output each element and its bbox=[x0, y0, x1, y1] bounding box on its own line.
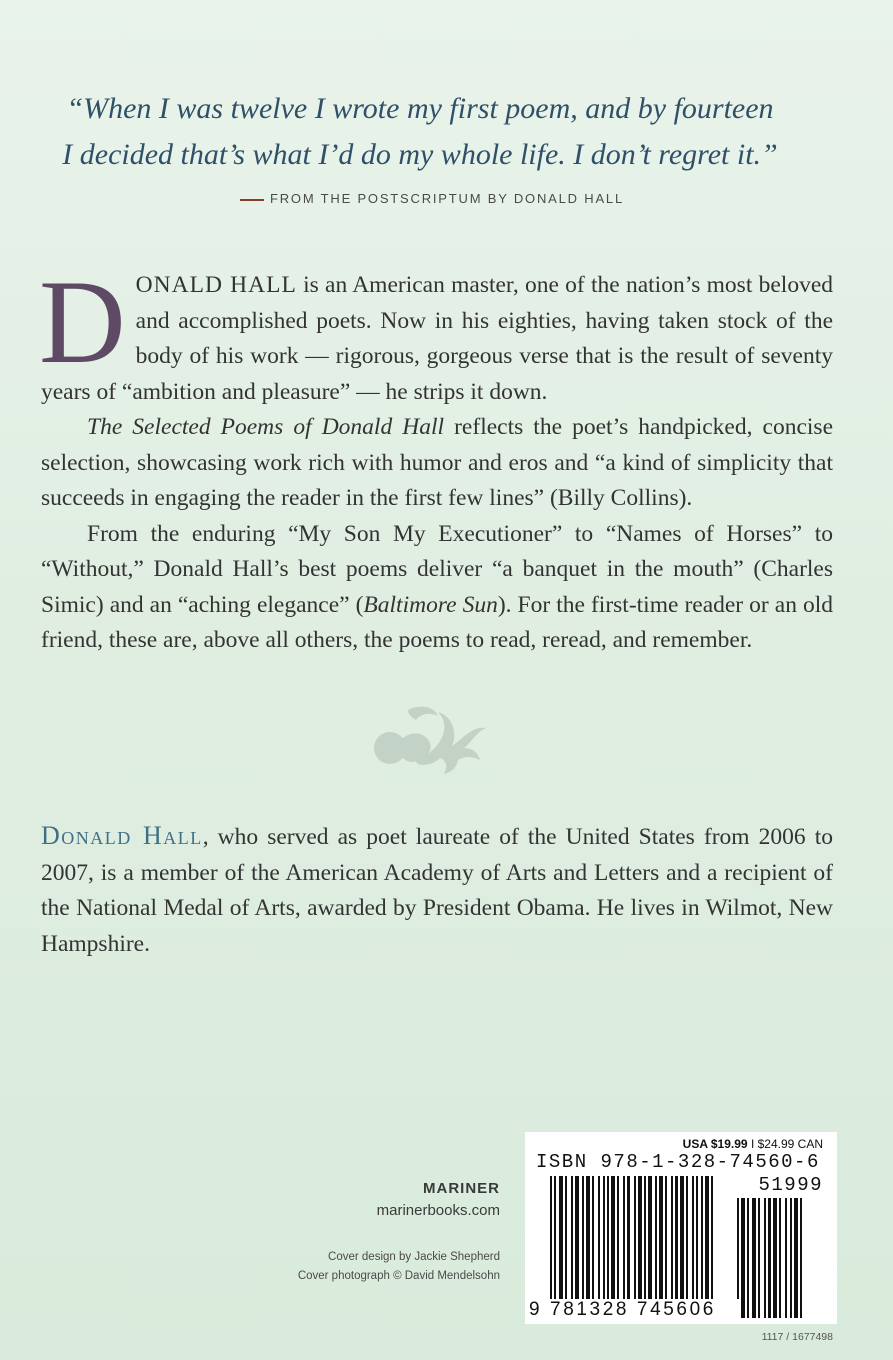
barcode-bar bbox=[550, 1176, 552, 1318]
barcode-bar bbox=[705, 1176, 709, 1318]
print-code: 1117 / 1677498 bbox=[761, 1331, 833, 1343]
book-description bbox=[39, 255, 834, 659]
author-bio-name: Donald Hall bbox=[41, 821, 203, 850]
quote-line-2: I decided that’s what I’d do my whole life. I don’t regret it.” bbox=[62, 138, 778, 171]
isbn-label: ISBN 978-1-328-74560-6 bbox=[536, 1151, 820, 1173]
price-can: $24.99 CAN bbox=[757, 1137, 823, 1151]
barcode-bar bbox=[752, 1198, 756, 1318]
barcode-bar bbox=[773, 1198, 777, 1318]
barcode-bar bbox=[575, 1176, 579, 1318]
description-paragraph-3 bbox=[41, 517, 833, 659]
publisher-imprint: MARINER bbox=[423, 1180, 500, 1197]
barcode-bar bbox=[582, 1176, 584, 1318]
barcode-bar bbox=[779, 1198, 781, 1318]
barcode-box bbox=[525, 1132, 837, 1324]
barcode-bar bbox=[764, 1198, 766, 1318]
barcode-bar bbox=[634, 1176, 636, 1318]
attribution-dash bbox=[240, 199, 264, 201]
description-p3-text-b: ). For the first-time reader or an old friend, these are, above all others, the poems to read, reread, and remember. bbox=[41, 591, 834, 653]
leaf-ornament-icon bbox=[368, 702, 490, 776]
epigraph-quote bbox=[60, 86, 780, 178]
barcode-bar bbox=[701, 1176, 703, 1318]
publisher-block bbox=[377, 1180, 500, 1219]
quote-line-1: “When I was twelve I wrote my first poem, and by fourteen bbox=[66, 92, 774, 125]
description-p1-text: is an American master, one of the nation’s most beloved and accomplished poets. Now in his eighties, having taken stock of the body of his work — rigorous, gorgeous verse that is the result of seventy years of “ambition and pleasure” — he strips it down. bbox=[41, 272, 834, 405]
barcode-bar bbox=[554, 1176, 556, 1318]
barcode-bar bbox=[790, 1198, 792, 1318]
barcode-bar bbox=[607, 1176, 609, 1318]
barcode-bar bbox=[627, 1176, 630, 1318]
barcode-bar bbox=[559, 1176, 563, 1318]
book-title: The Selected Poems of Donald Hall bbox=[87, 414, 445, 440]
barcode-bar bbox=[794, 1198, 798, 1318]
price-usa: USA $19.99 bbox=[682, 1137, 748, 1151]
barcode-bar bbox=[785, 1198, 787, 1318]
price-line bbox=[683, 1137, 823, 1151]
barcode-bar bbox=[692, 1176, 694, 1318]
barcode-bar bbox=[623, 1176, 625, 1318]
drop-cap: D bbox=[39, 255, 126, 388]
description-p2-text: reflects the poet’s handpicked, concise selection, showcasing work rich with humor and eros and “a kind of simplicity that succeeds in engaging the reader in the first few lines” (Billy Collins). bbox=[41, 414, 833, 511]
barcode-bar bbox=[638, 1176, 642, 1318]
publisher-url: marinerbooks.com bbox=[376, 1202, 500, 1219]
barcode-bar bbox=[586, 1176, 590, 1318]
barcode-bar bbox=[675, 1176, 678, 1318]
barcode-bar bbox=[686, 1176, 688, 1318]
cover-design-credit: Cover design by Jackie Shepherd bbox=[328, 1251, 500, 1263]
barcode-bar bbox=[655, 1176, 657, 1318]
author-name-lead: ONALD HALL bbox=[135, 272, 297, 298]
barcode-bar bbox=[800, 1198, 802, 1318]
barcode-bar bbox=[659, 1176, 663, 1318]
barcode-bar bbox=[571, 1176, 573, 1318]
barcode-bar bbox=[603, 1176, 605, 1318]
barcode-bar bbox=[711, 1176, 713, 1318]
description-paragraph-2 bbox=[41, 410, 833, 517]
barcode-bar bbox=[747, 1198, 749, 1318]
description-p3-text-a: From the enduring “My Son My Executioner” to “Names of Horses” to “Without,” Donald Hall’s best poems deliver “a banquet in the mouth” (Charles Simic) and an “aching elegance” ( bbox=[41, 520, 833, 618]
barcode-bar bbox=[758, 1198, 760, 1318]
barcode-bar bbox=[671, 1176, 673, 1318]
quote-attribution bbox=[240, 191, 660, 206]
quote-source: Baltimore Sun bbox=[363, 591, 498, 618]
barcode-bar bbox=[680, 1176, 684, 1318]
barcode-bar bbox=[611, 1176, 615, 1318]
cover-credits bbox=[298, 1248, 500, 1286]
description-paragraph-1 bbox=[39, 255, 834, 410]
barcode-bar bbox=[617, 1176, 619, 1318]
barcode-bar bbox=[592, 1176, 594, 1318]
barcode-bar bbox=[598, 1176, 600, 1318]
cover-photo-credit: Cover photograph © David Mendelsohn bbox=[297, 1270, 500, 1282]
barcode-bar bbox=[648, 1176, 652, 1318]
attribution-text: FROM THE POSTSCRIPTUM BY DONALD HALL bbox=[270, 191, 624, 206]
price-separator: I bbox=[750, 1137, 755, 1151]
barcode-addon-bars bbox=[737, 1198, 825, 1318]
barcode-bar bbox=[644, 1176, 646, 1318]
author-bio bbox=[41, 818, 833, 962]
barcode-digits: 9 781328 745606 bbox=[529, 1299, 739, 1321]
price-code: 51999 bbox=[758, 1174, 823, 1196]
author-bio-text: , who served as poet laureate of the United States from 2006 to 2007, is a member of the American Academy of Arts and Letters and a recipient of the National Medal of Arts, awarded by President Obama. He lives in Wilmot, New Hampshire. bbox=[41, 824, 833, 957]
barcode-bar bbox=[665, 1176, 667, 1318]
barcode-bar bbox=[696, 1176, 698, 1318]
barcode-bar bbox=[741, 1198, 745, 1318]
barcode-bar bbox=[565, 1176, 567, 1318]
barcode-main-bars bbox=[550, 1176, 732, 1318]
barcode-bar bbox=[768, 1198, 771, 1318]
